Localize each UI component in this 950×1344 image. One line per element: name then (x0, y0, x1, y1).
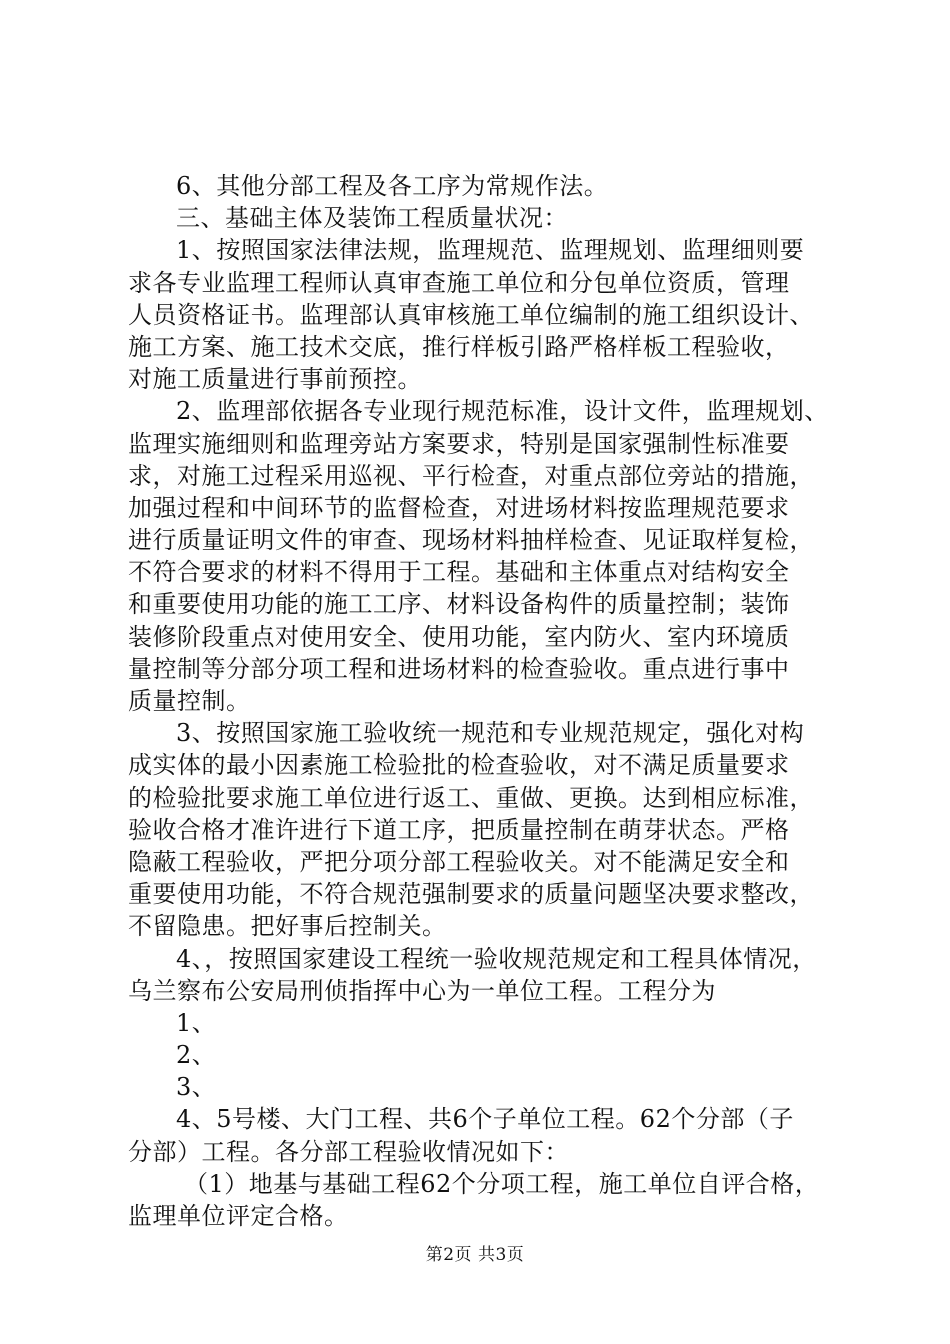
list-item: 3、 (176, 1073, 217, 1102)
paragraph-line: 质量控制。 (128, 687, 251, 715)
paragraph-line: 隐蔽工程验收，严把分项分部工程验收关。对不能满足安全和 (128, 847, 790, 876)
paragraph-line: 分部）工程。各分部工程验收情况如下： (128, 1137, 569, 1166)
paragraph-line: 和重要使用功能的施工工序、材料设备构件的质量控制；装饰 (128, 590, 790, 619)
paragraph-line: 施工方案、施工技术交底，推行样板引路严格样板工程验收， (128, 332, 790, 361)
paragraph-line: 量控制等分部分项工程和进场材料的检查验收。重点进行事中 (128, 654, 790, 683)
paragraph-line: 监理单位评定合格。 (128, 1202, 349, 1230)
paragraph-line: 不符合要求的材料不得用于工程。基础和主体重点对结构安全 (128, 558, 790, 587)
paragraph-line: 乌兰察布公安局刑侦指挥中心为一单位工程。工程分为 (128, 976, 716, 1005)
paragraph-line: 成实体的最小因素施工检验批的检查验收，对不满足质量要求 (128, 751, 790, 780)
page-number-footer: 第2页 共3页 (425, 1245, 525, 1265)
paragraph-line: 3、按照国家施工验收统一规范和专业规范规定，强化对构 (176, 719, 805, 748)
paragraph-line: （1）地基与基础工程62个分项工程，施工单位自评合格， (184, 1169, 820, 1198)
document-body (128, 170, 828, 1232)
section-heading: 三、基础主体及装饰工程质量状况： (176, 204, 568, 233)
paragraph-line: 人员资格证书。监理部认真审核施工单位编制的施工组织设计、 (128, 300, 814, 329)
paragraph-line: 2、监理部依据各专业现行规范标准，设计文件，监理规划、 (176, 397, 829, 426)
paragraph-line: 4、，按照国家建设工程统一验收规范规定和工程具体情况， (176, 944, 817, 973)
paragraph-line: 1、按照国家法律法规，监理规范、监理规划、监理细则要 (176, 236, 805, 265)
paragraph-line: 进行质量证明文件的审查、现场材料抽样检查、见证取样复检， (128, 526, 814, 555)
paragraph-line: 对施工质量进行事前预控。 (128, 365, 422, 394)
paragraph-line: 4、5号楼、大门工程、共6个子单位工程。62个分部（子 (176, 1105, 794, 1134)
list-item: 2、 (176, 1041, 217, 1070)
paragraph-line: 加强过程和中间环节的监督检查，对进场材料按监理规范要求 (128, 493, 790, 522)
paragraph-line: 求，对施工过程采用巡视、平行检查，对重点部位旁站的措施， (128, 461, 814, 490)
paragraph-line: 监理实施细则和监理旁站方案要求，特别是国家强制性标准要 (128, 429, 790, 458)
paragraph-line: 装修阶段重点对使用安全、使用功能，室内防火、室内环境质 (128, 622, 790, 651)
paragraph-line: 重要使用功能，不符合规范强制要求的质量问题坚决要求整改， (128, 880, 814, 909)
paragraph-line: 不留隐患。把好事后控制关。 (128, 912, 447, 941)
paragraph-line: 求各专业监理工程师认真审查施工单位和分包单位资质，管理 (128, 268, 790, 297)
paragraph-line: 6、其他分部工程及各工序为常规作法。 (176, 172, 609, 200)
paragraph-line: 验收合格才准许进行下道工序，把质量控制在萌芽状态。严格 (128, 815, 790, 844)
paragraph-line: 的检验批要求施工单位进行返工、重做、更换。达到相应标准， (128, 783, 814, 812)
list-item: 1、 (176, 1008, 217, 1037)
